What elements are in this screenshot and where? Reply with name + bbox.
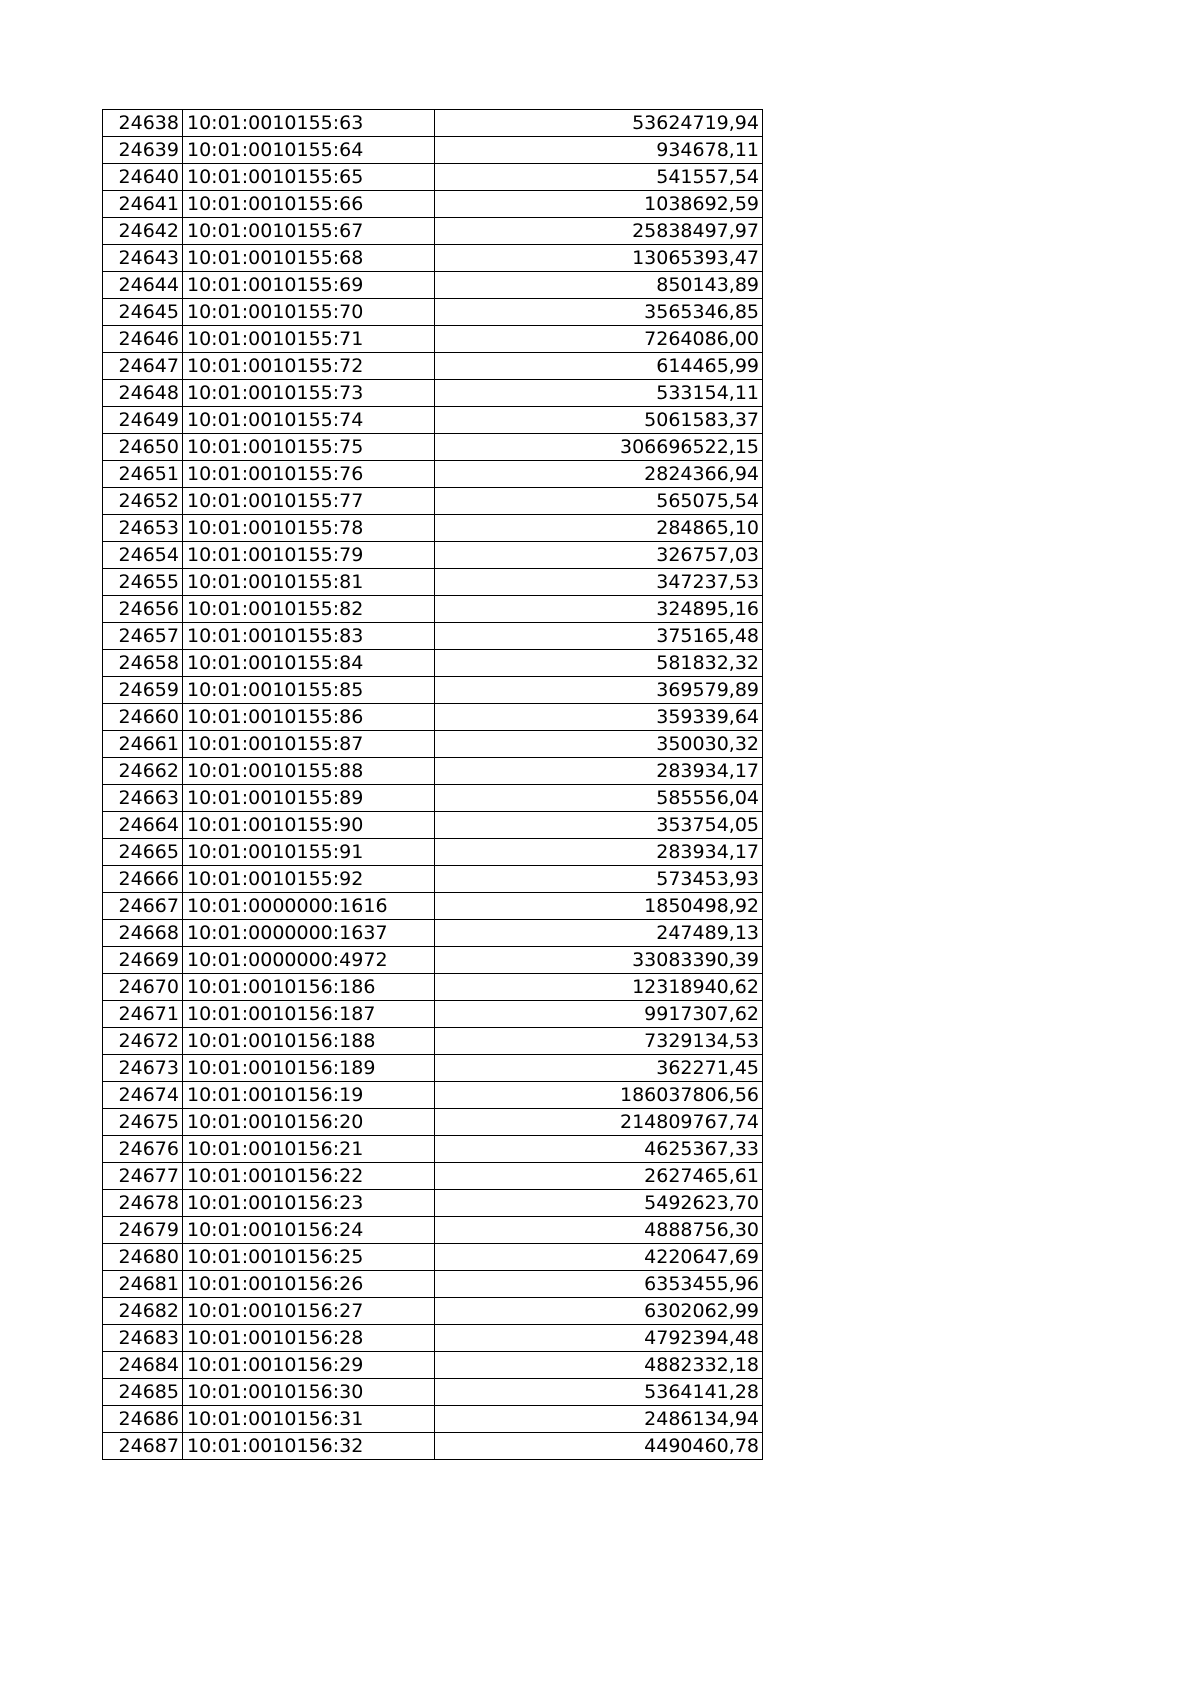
cadastral-number-cell: 10:01:0010156:187 <box>183 1001 435 1028</box>
value-cell: 306696522,15 <box>435 434 763 461</box>
row-number-cell: 24666 <box>103 866 183 893</box>
table-row <box>103 812 763 839</box>
value-cell: 326757,03 <box>435 542 763 569</box>
value-cell: 324895,16 <box>435 596 763 623</box>
row-number-cell: 24656 <box>103 596 183 623</box>
row-number-cell: 24663 <box>103 785 183 812</box>
row-number-cell: 24687 <box>103 1433 183 1460</box>
cadastral-number-cell: 10:01:0010156:189 <box>183 1055 435 1082</box>
cadastral-number-cell: 10:01:0010155:85 <box>183 677 435 704</box>
cadastral-number-cell: 10:01:0010155:78 <box>183 515 435 542</box>
table-row <box>103 434 763 461</box>
row-number-cell: 24686 <box>103 1406 183 1433</box>
row-number-cell: 24671 <box>103 1001 183 1028</box>
row-number-cell: 24657 <box>103 623 183 650</box>
table-row <box>103 569 763 596</box>
value-cell: 4882332,18 <box>435 1352 763 1379</box>
row-number-cell: 24641 <box>103 191 183 218</box>
row-number-cell: 24644 <box>103 272 183 299</box>
table-row <box>103 785 763 812</box>
value-cell: 186037806,56 <box>435 1082 763 1109</box>
cadastral-number-cell: 10:01:0010155:67 <box>183 218 435 245</box>
cadastral-number-cell: 10:01:0010155:89 <box>183 785 435 812</box>
value-cell: 375165,48 <box>435 623 763 650</box>
table-row <box>103 731 763 758</box>
cadastral-number-cell: 10:01:0010156:31 <box>183 1406 435 1433</box>
table-row <box>103 1244 763 1271</box>
row-number-cell: 24683 <box>103 1325 183 1352</box>
cadastral-number-cell: 10:01:0010155:88 <box>183 758 435 785</box>
value-cell: 12318940,62 <box>435 974 763 1001</box>
row-number-cell: 24676 <box>103 1136 183 1163</box>
table-row <box>103 218 763 245</box>
table-row <box>103 947 763 974</box>
row-number-cell: 24654 <box>103 542 183 569</box>
row-number-cell: 24668 <box>103 920 183 947</box>
row-number-cell: 24649 <box>103 407 183 434</box>
value-cell: 4220647,69 <box>435 1244 763 1271</box>
row-number-cell: 24643 <box>103 245 183 272</box>
row-number-cell: 24678 <box>103 1190 183 1217</box>
row-number-cell: 24650 <box>103 434 183 461</box>
table-row <box>103 353 763 380</box>
table-row <box>103 1163 763 1190</box>
table-row <box>103 920 763 947</box>
table-row <box>103 893 763 920</box>
row-number-cell: 24651 <box>103 461 183 488</box>
table-row <box>103 461 763 488</box>
table-row <box>103 1109 763 1136</box>
cadastral-number-cell: 10:01:0010156:28 <box>183 1325 435 1352</box>
table-row <box>103 407 763 434</box>
row-number-cell: 24655 <box>103 569 183 596</box>
row-number-cell: 24675 <box>103 1109 183 1136</box>
table-row <box>103 137 763 164</box>
value-cell: 565075,54 <box>435 488 763 515</box>
cadastral-number-cell: 10:01:0010155:72 <box>183 353 435 380</box>
table-row <box>103 515 763 542</box>
row-number-cell: 24660 <box>103 704 183 731</box>
value-cell: 7329134,53 <box>435 1028 763 1055</box>
value-cell: 2824366,94 <box>435 461 763 488</box>
table-row <box>103 272 763 299</box>
row-number-cell: 24681 <box>103 1271 183 1298</box>
value-cell: 573453,93 <box>435 866 763 893</box>
value-cell: 6302062,99 <box>435 1298 763 1325</box>
row-number-cell: 24674 <box>103 1082 183 1109</box>
data-table <box>102 109 763 1460</box>
value-cell: 2486134,94 <box>435 1406 763 1433</box>
value-cell: 25838497,97 <box>435 218 763 245</box>
row-number-cell: 24638 <box>103 110 183 137</box>
table-row <box>103 380 763 407</box>
document-page <box>102 109 762 1460</box>
row-number-cell: 24639 <box>103 137 183 164</box>
table-row <box>103 299 763 326</box>
row-number-cell: 24645 <box>103 299 183 326</box>
cadastral-number-cell: 10:01:0010155:82 <box>183 596 435 623</box>
value-cell: 581832,32 <box>435 650 763 677</box>
table-row <box>103 1082 763 1109</box>
value-cell: 9917307,62 <box>435 1001 763 1028</box>
table-row <box>103 1217 763 1244</box>
row-number-cell: 24677 <box>103 1163 183 1190</box>
value-cell: 369579,89 <box>435 677 763 704</box>
table-row <box>103 191 763 218</box>
value-cell: 214809767,74 <box>435 1109 763 1136</box>
row-number-cell: 24685 <box>103 1379 183 1406</box>
table-body <box>103 110 763 1460</box>
cadastral-number-cell: 10:01:0010155:92 <box>183 866 435 893</box>
row-number-cell: 24673 <box>103 1055 183 1082</box>
row-number-cell: 24680 <box>103 1244 183 1271</box>
row-number-cell: 24684 <box>103 1352 183 1379</box>
table-row <box>103 1352 763 1379</box>
table-row <box>103 596 763 623</box>
cadastral-number-cell: 10:01:0010155:87 <box>183 731 435 758</box>
row-number-cell: 24679 <box>103 1217 183 1244</box>
table-row <box>103 1298 763 1325</box>
value-cell: 353754,05 <box>435 812 763 839</box>
cadastral-number-cell: 10:01:0010155:86 <box>183 704 435 731</box>
value-cell: 13065393,47 <box>435 245 763 272</box>
value-cell: 1038692,59 <box>435 191 763 218</box>
value-cell: 5492623,70 <box>435 1190 763 1217</box>
row-number-cell: 24648 <box>103 380 183 407</box>
value-cell: 359339,64 <box>435 704 763 731</box>
cadastral-number-cell: 10:01:0010155:91 <box>183 839 435 866</box>
value-cell: 2627465,61 <box>435 1163 763 1190</box>
cadastral-number-cell: 10:01:0010155:83 <box>183 623 435 650</box>
cadastral-number-cell: 10:01:0010155:71 <box>183 326 435 353</box>
cadastral-number-cell: 10:01:0010155:73 <box>183 380 435 407</box>
table-row <box>103 623 763 650</box>
cadastral-number-cell: 10:01:0000000:4972 <box>183 947 435 974</box>
cadastral-number-cell: 10:01:0010155:65 <box>183 164 435 191</box>
value-cell: 347237,53 <box>435 569 763 596</box>
row-number-cell: 24652 <box>103 488 183 515</box>
table-row <box>103 326 763 353</box>
cadastral-number-cell: 10:01:0010156:25 <box>183 1244 435 1271</box>
cadastral-number-cell: 10:01:0010156:30 <box>183 1379 435 1406</box>
value-cell: 533154,11 <box>435 380 763 407</box>
row-number-cell: 24640 <box>103 164 183 191</box>
cadastral-number-cell: 10:01:0010156:188 <box>183 1028 435 1055</box>
cadastral-number-cell: 10:01:0010156:32 <box>183 1433 435 1460</box>
row-number-cell: 24669 <box>103 947 183 974</box>
row-number-cell: 24661 <box>103 731 183 758</box>
row-number-cell: 24672 <box>103 1028 183 1055</box>
table-row <box>103 245 763 272</box>
cadastral-number-cell: 10:01:0010155:64 <box>183 137 435 164</box>
value-cell: 283934,17 <box>435 839 763 866</box>
table-row <box>103 1028 763 1055</box>
row-number-cell: 24670 <box>103 974 183 1001</box>
cadastral-number-cell: 10:01:0010156:22 <box>183 1163 435 1190</box>
cadastral-number-cell: 10:01:0010155:90 <box>183 812 435 839</box>
table-row <box>103 1379 763 1406</box>
value-cell: 53624719,94 <box>435 110 763 137</box>
cadastral-number-cell: 10:01:0000000:1616 <box>183 893 435 920</box>
value-cell: 585556,04 <box>435 785 763 812</box>
cadastral-number-cell: 10:01:0010155:74 <box>183 407 435 434</box>
row-number-cell: 24665 <box>103 839 183 866</box>
cadastral-number-cell: 10:01:0010155:63 <box>183 110 435 137</box>
row-number-cell: 24642 <box>103 218 183 245</box>
value-cell: 6353455,96 <box>435 1271 763 1298</box>
cadastral-number-cell: 10:01:0010155:69 <box>183 272 435 299</box>
cadastral-number-cell: 10:01:0010155:84 <box>183 650 435 677</box>
table-row <box>103 1055 763 1082</box>
table-row <box>103 677 763 704</box>
row-number-cell: 24662 <box>103 758 183 785</box>
table-row <box>103 1271 763 1298</box>
value-cell: 33083390,39 <box>435 947 763 974</box>
cadastral-number-cell: 10:01:0010156:21 <box>183 1136 435 1163</box>
cadastral-number-cell: 10:01:0010156:23 <box>183 1190 435 1217</box>
table-row <box>103 839 763 866</box>
value-cell: 4888756,30 <box>435 1217 763 1244</box>
cadastral-number-cell: 10:01:0000000:1637 <box>183 920 435 947</box>
table-row <box>103 164 763 191</box>
table-row <box>103 650 763 677</box>
cadastral-number-cell: 10:01:0010155:75 <box>183 434 435 461</box>
value-cell: 350030,32 <box>435 731 763 758</box>
value-cell: 850143,89 <box>435 272 763 299</box>
cadastral-number-cell: 10:01:0010155:81 <box>183 569 435 596</box>
table-row <box>103 1136 763 1163</box>
table-row <box>103 758 763 785</box>
cadastral-number-cell: 10:01:0010155:66 <box>183 191 435 218</box>
cadastral-number-cell: 10:01:0010156:20 <box>183 1109 435 1136</box>
value-cell: 1850498,92 <box>435 893 763 920</box>
value-cell: 934678,11 <box>435 137 763 164</box>
cadastral-number-cell: 10:01:0010156:24 <box>183 1217 435 1244</box>
table-row <box>103 488 763 515</box>
row-number-cell: 24646 <box>103 326 183 353</box>
value-cell: 7264086,00 <box>435 326 763 353</box>
value-cell: 4792394,48 <box>435 1325 763 1352</box>
cadastral-number-cell: 10:01:0010155:68 <box>183 245 435 272</box>
row-number-cell: 24647 <box>103 353 183 380</box>
value-cell: 541557,54 <box>435 164 763 191</box>
table-row <box>103 1406 763 1433</box>
row-number-cell: 24653 <box>103 515 183 542</box>
cadastral-number-cell: 10:01:0010156:29 <box>183 1352 435 1379</box>
value-cell: 362271,45 <box>435 1055 763 1082</box>
cadastral-number-cell: 10:01:0010156:19 <box>183 1082 435 1109</box>
table-row <box>103 542 763 569</box>
row-number-cell: 24658 <box>103 650 183 677</box>
cadastral-number-cell: 10:01:0010156:27 <box>183 1298 435 1325</box>
table-row <box>103 1433 763 1460</box>
value-cell: 5364141,28 <box>435 1379 763 1406</box>
cadastral-number-cell: 10:01:0010156:26 <box>183 1271 435 1298</box>
table-row <box>103 110 763 137</box>
value-cell: 3565346,85 <box>435 299 763 326</box>
table-row <box>103 1325 763 1352</box>
value-cell: 283934,17 <box>435 758 763 785</box>
cadastral-number-cell: 10:01:0010155:77 <box>183 488 435 515</box>
row-number-cell: 24664 <box>103 812 183 839</box>
table-row <box>103 974 763 1001</box>
row-number-cell: 24682 <box>103 1298 183 1325</box>
value-cell: 284865,10 <box>435 515 763 542</box>
row-number-cell: 24667 <box>103 893 183 920</box>
value-cell: 5061583,37 <box>435 407 763 434</box>
value-cell: 4490460,78 <box>435 1433 763 1460</box>
table-row <box>103 1001 763 1028</box>
row-number-cell: 24659 <box>103 677 183 704</box>
cadastral-number-cell: 10:01:0010155:70 <box>183 299 435 326</box>
value-cell: 247489,13 <box>435 920 763 947</box>
cadastral-number-cell: 10:01:0010155:76 <box>183 461 435 488</box>
value-cell: 614465,99 <box>435 353 763 380</box>
table-row <box>103 704 763 731</box>
table-row <box>103 1190 763 1217</box>
value-cell: 4625367,33 <box>435 1136 763 1163</box>
table-row <box>103 866 763 893</box>
cadastral-number-cell: 10:01:0010156:186 <box>183 974 435 1001</box>
cadastral-number-cell: 10:01:0010155:79 <box>183 542 435 569</box>
